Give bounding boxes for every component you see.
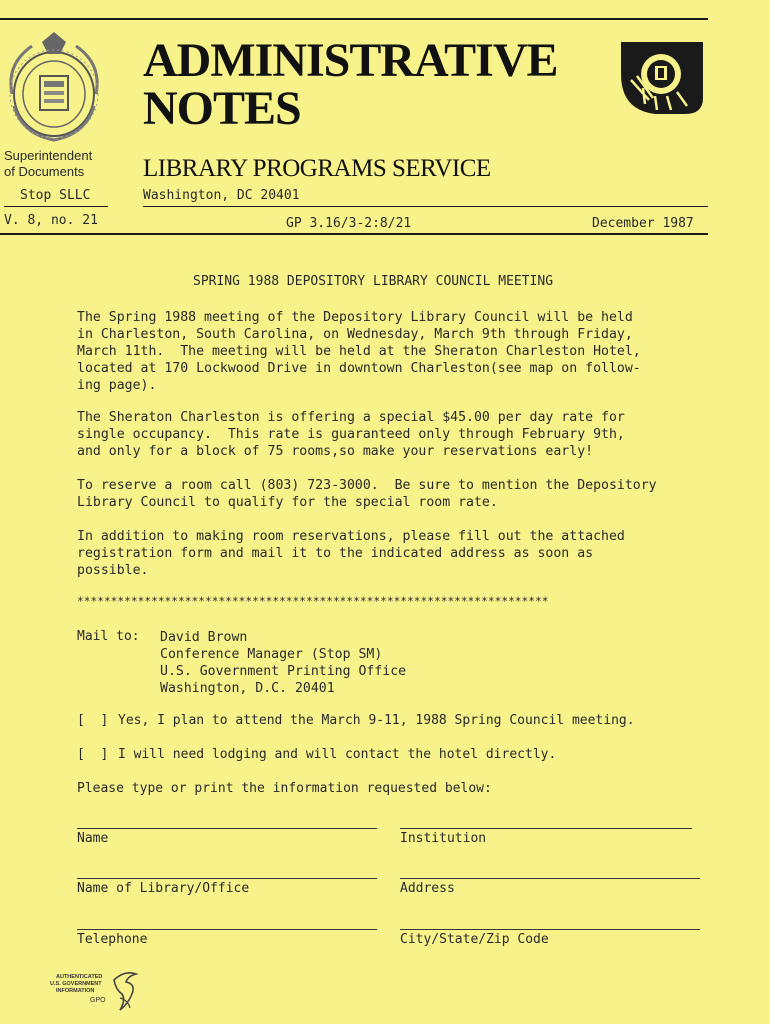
- library-office-field[interactable]: [77, 878, 377, 879]
- paragraph-line: and only for a block of 75 rooms,so make your reservations early!: [77, 444, 594, 459]
- mail-line: David Brown: [160, 630, 248, 645]
- paragraph-2: [77, 409, 625, 460]
- attend-checkbox-label: Yes, I plan to attend the March 9-11, 1988 Spring Council meeting.: [118, 713, 635, 728]
- issue-date: December 1987: [592, 216, 694, 231]
- city-state-zip-field[interactable]: [400, 929, 700, 930]
- paragraph-line: registration form and mail it to the indicated address as soon as: [77, 546, 594, 561]
- mail-to-label: Mail to:: [77, 629, 140, 644]
- name-field[interactable]: [77, 828, 377, 829]
- program-name: LIBRARY PROGRAMS SERVICE: [143, 155, 491, 182]
- program-underline: [143, 206, 708, 207]
- top-rule: [0, 18, 708, 20]
- lodging-checkbox[interactable]: [ ]: [77, 747, 109, 762]
- stop-code: Stop SLLC: [20, 188, 91, 203]
- issuer-line-2: of Documents: [4, 164, 85, 179]
- classification-number: GP 3.16/3-2:8/21: [286, 216, 412, 231]
- attend-checkbox[interactable]: [ ]: [77, 713, 109, 728]
- issuer-line-1: Superintendent: [4, 148, 93, 163]
- paragraph-line: Library Council to qualify for the special room rate.: [77, 495, 498, 510]
- telephone-label: Telephone: [77, 932, 148, 947]
- asterisk-separator: **********************************************************************: [77, 595, 549, 608]
- volume-number: V. 8, no. 21: [4, 213, 98, 228]
- mail-line: Washington, D.C. 20401: [160, 681, 335, 696]
- paragraph-line: possible.: [77, 563, 149, 578]
- library-office-label: Name of Library/Office: [77, 881, 250, 896]
- logo-line: GPO: [90, 997, 106, 1004]
- paragraph-4: [77, 528, 625, 579]
- paragraph-line: To reserve a room call (803) 723-3000. Be sure to mention the Depository: [77, 478, 657, 493]
- gpo-authenticated-logo: [40, 970, 150, 1016]
- institution-field[interactable]: [400, 828, 692, 829]
- lodging-checkbox-label: I will need lodging and will contact the hotel directly.: [118, 747, 557, 762]
- telephone-field[interactable]: [77, 929, 377, 930]
- paragraph-1: [77, 309, 641, 394]
- address-label: Address: [400, 881, 455, 896]
- header-bottom-rule: [0, 233, 708, 235]
- paragraph-line: single occupancy. This rate is guaranteed only through February 9th,: [77, 427, 625, 442]
- title-line-1: ADMINISTRATIVE: [143, 34, 558, 87]
- program-address: Washington, DC 20401: [143, 188, 300, 203]
- paragraph-line: The Spring 1988 meeting of the Depository Library Council will be held: [77, 310, 633, 325]
- paragraph-line: in Charleston, South Carolina, on Wednesday, March 9th through Friday,: [77, 327, 633, 342]
- stop-underline: [4, 206, 108, 207]
- mail-address: [160, 629, 406, 697]
- title-line-2: NOTES: [143, 82, 301, 135]
- logo-line: U.S. GOVERNMENT: [50, 981, 102, 987]
- city-state-zip-label: City/State/Zip Code: [400, 932, 549, 947]
- paragraph-line: The Sheraton Charleston is offering a special $45.00 per day rate for: [77, 410, 625, 425]
- institution-label: Institution: [400, 831, 487, 846]
- address-field[interactable]: [400, 878, 700, 879]
- paragraph-line: In addition to making room reservations, please fill out the attached: [77, 529, 625, 544]
- form-instruction: Please type or print the information requested below:: [77, 781, 492, 796]
- paragraph-line: located at 170 Lockwood Drive in downtown Charleston(see map on follow-: [77, 361, 641, 376]
- seal-icon: [2, 24, 114, 148]
- logo-line: INFORMATION: [56, 988, 95, 994]
- mail-line: U.S. Government Printing Office: [160, 664, 407, 679]
- mail-line: Conference Manager (Stop SM): [160, 647, 383, 662]
- logo-line: AUTHENTICATED: [56, 974, 103, 980]
- name-label: Name: [77, 831, 109, 846]
- paragraph-3: [77, 477, 657, 511]
- eagle-icon: [106, 970, 146, 1016]
- meeting-heading: SPRING 1988 DEPOSITORY LIBRARY COUNCIL MEETING: [193, 274, 554, 289]
- book-emblem-icon: [615, 40, 707, 118]
- paragraph-line: March 11th. The meeting will be held at the Sheraton Charleston Hotel,: [77, 344, 641, 359]
- paragraph-line: ing page).: [77, 378, 157, 393]
